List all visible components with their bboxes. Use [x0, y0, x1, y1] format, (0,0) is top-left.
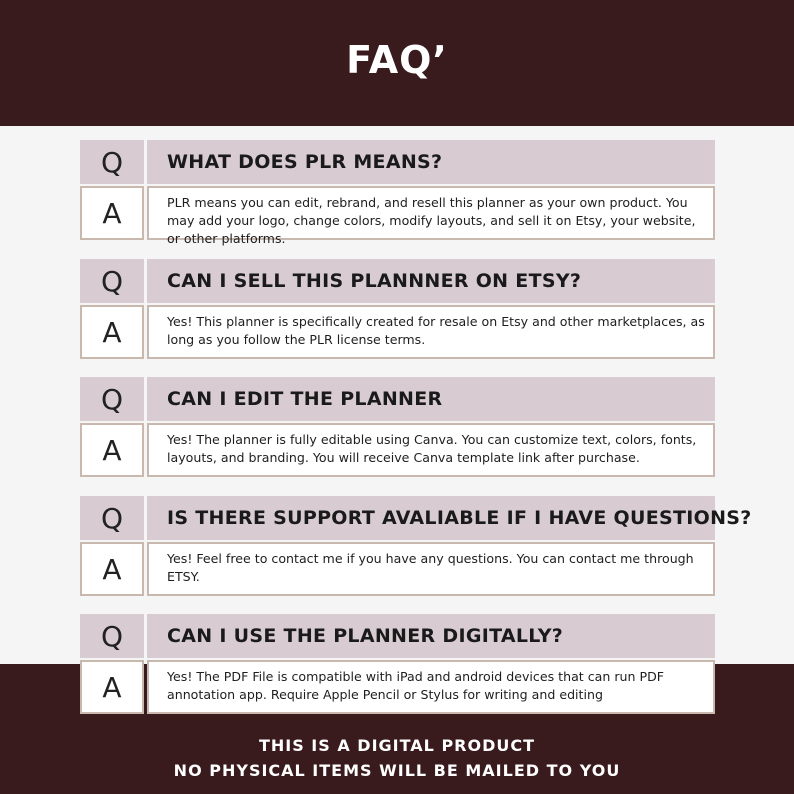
footer-line-shipping: NO PHYSICAL ITEMS WILL BE MAILED TO YOU	[173, 761, 621, 780]
page-title: FAQ’	[346, 38, 448, 82]
answer-marker: A	[80, 186, 144, 240]
faq-answer: Yes! The planner is fully editable using Canva. You can customize text, colors, fonts, layouts, and branding. You will receive Canva template link after purchase.	[147, 423, 715, 477]
question-marker: Q	[80, 614, 144, 658]
faq-answer: Yes! This planner is specifically created for resale on Etsy and other marketplaces, as long as you follow the PLR license terms.	[147, 305, 715, 359]
faq-answer: PLR means you can edit, rebrand, and resell this planner as your own product. You may add your logo, change colors, modify layouts, and sell it on Etsy, your website, or other platforms.	[147, 186, 715, 240]
faq-answer-row	[80, 660, 715, 714]
question-marker: Q	[80, 377, 144, 421]
faq-question-row	[80, 259, 715, 303]
footer-line-digital: THIS IS A DIGITAL PRODUCT	[258, 736, 536, 755]
footer-notice	[0, 733, 794, 783]
answer-marker: A	[80, 542, 144, 596]
faq-question: CAN I USE THE PLANNER DIGITALLY?	[147, 614, 715, 658]
faq-answer-row	[80, 423, 715, 477]
answer-marker: A	[80, 305, 144, 359]
faq-question-row	[80, 377, 715, 421]
faq-question: WHAT DOES PLR MEANS?	[147, 140, 715, 184]
faq-answer-row	[80, 186, 715, 246]
faq-question: IS THERE SUPPORT AVALIABLE IF I HAVE QUESTIONS?	[147, 496, 715, 540]
faq-question-row	[80, 140, 715, 184]
question-marker: Q	[80, 259, 144, 303]
faq-answer-row	[80, 542, 715, 596]
faq-question: CAN I EDIT THE PLANNER	[147, 377, 715, 421]
question-marker: Q	[80, 140, 144, 184]
faq-question-row	[80, 614, 715, 658]
faq-answer-row	[80, 305, 715, 359]
faq-answer: Yes! Feel free to contact me if you have any questions. You can contact me through ETSY.	[147, 542, 715, 596]
question-marker: Q	[80, 496, 144, 540]
answer-marker: A	[80, 660, 144, 714]
faq-question-row	[80, 496, 752, 540]
answer-marker: A	[80, 423, 144, 477]
faq-answer: Yes! The PDF File is compatible with iPad and android devices that can run PDF annotation app. Require Apple Pencil or Stylus for writing and editing	[147, 660, 715, 714]
faq-question: CAN I SELL THIS PLANNNER ON ETSY?	[147, 259, 715, 303]
